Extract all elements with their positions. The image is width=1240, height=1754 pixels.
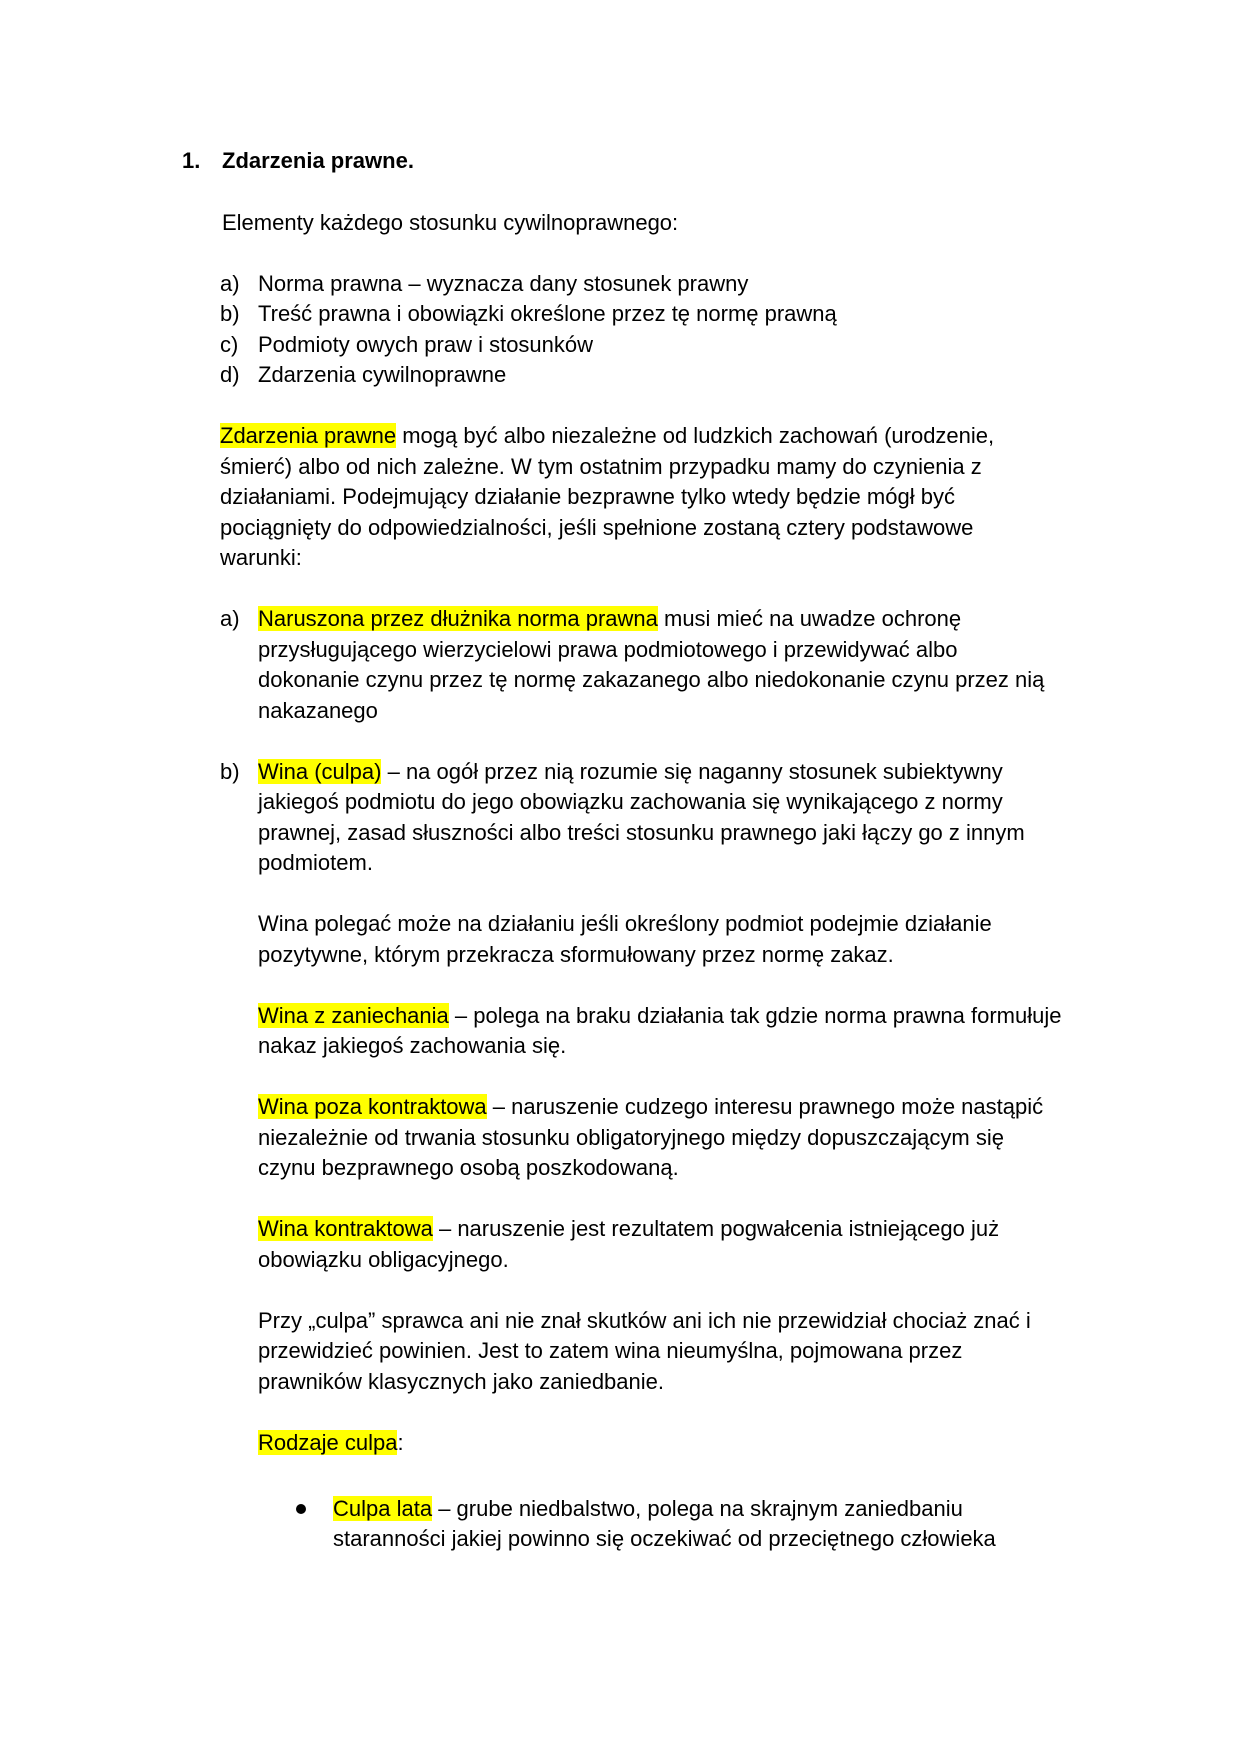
paragraph-line: śmierć) albo od nich zależne. W tym ostatnim przypadku mamy do czynienia z	[220, 454, 982, 479]
highlighted-term: Zdarzenia prawne	[220, 423, 397, 448]
paragraph-line: nakaz jakiegoś zachowania się.	[258, 1033, 567, 1058]
paragraph-line: Naruszona przez dłużnika norma prawna musi mieć na uwadze ochronę	[258, 606, 962, 631]
list-item: Norma prawna – wyznacza dany stosunek prawny	[258, 271, 749, 296]
highlighted-term: Naruszona przez dłużnika norma prawna	[258, 606, 658, 631]
paragraph-line: Wina (culpa) – na ogół przez nią rozumie się naganny stosunek subiektywny	[258, 759, 1003, 784]
list-marker: d)	[220, 362, 240, 387]
paragraph-line: nakazanego	[258, 698, 378, 723]
list-marker: b)	[220, 759, 240, 784]
heading-number: 1.	[182, 148, 201, 173]
paragraph-line: prawnej, zasad słuszności albo treści stosunku prawnego jaki łączy go z innym	[258, 820, 1025, 845]
paragraph-line: Wina z zaniechania – polega na braku działania tak gdzie norma prawna formułuje	[258, 1003, 1062, 1028]
bullet-icon	[296, 1504, 306, 1514]
list-marker: a)	[220, 271, 240, 296]
paragraph-line: Wina kontraktowa – naruszenie jest rezultatem pogwałcenia istniejącego już	[258, 1216, 1000, 1241]
paragraph-line: Wina poza kontraktowa – naruszenie cudzego interesu prawnego może nastąpić	[258, 1094, 1044, 1119]
list-marker: a)	[220, 606, 240, 631]
intro-text: Elementy każdego stosunku cywilnoprawnego:	[222, 210, 679, 235]
paragraph-line: Rodzaje culpa:	[258, 1430, 404, 1455]
list-marker: b)	[220, 301, 240, 326]
paragraph-line: dokonanie czynu przez tę normę zakazanego albo niedokonanie czynu przez nią	[258, 667, 1045, 692]
list-item: Podmioty owych praw i stosunków	[258, 332, 594, 357]
highlighted-term: Wina (culpa)	[258, 759, 382, 784]
paragraph-line: Zdarzenia prawne mogą być albo niezależne od ludzkich zachowań (urodzenie,	[220, 423, 995, 448]
paragraph-line: niezależnie od trwania stosunku obligatoryjnego między dopuszczającym się	[258, 1125, 1004, 1150]
paragraph-line: Culpa lata – grube niedbalstwo, polega na skrajnym zaniedbaniu	[333, 1496, 963, 1521]
page-title: Zdarzenia prawne.	[222, 148, 414, 173]
highlighted-term: Wina kontraktowa	[258, 1216, 433, 1241]
paragraph-line: podmiotem.	[258, 850, 373, 875]
paragraph-line: czynu bezprawnego osobą poszkodowaną.	[258, 1155, 679, 1180]
paragraph-line: staranności jakiej powinno się oczekiwać od przeciętnego człowieka	[333, 1526, 996, 1551]
paragraph-line: obowiązku obligacyjnego.	[258, 1247, 509, 1272]
paragraph-line: warunki:	[220, 545, 302, 570]
list-item: Zdarzenia cywilnoprawne	[258, 362, 507, 387]
paragraph-line: Wina polegać może na działaniu jeśli określony podmiot podejmie działanie	[258, 911, 992, 936]
list-item: Treść prawna i obowiązki określone przez tę normę prawną	[258, 301, 837, 326]
paragraph-line: jakiegoś podmiotu do jego obowiązku zachowania się wynikającego z normy	[258, 789, 1003, 814]
highlighted-term: Wina poza kontraktowa	[258, 1094, 487, 1119]
list-marker: c)	[220, 332, 239, 357]
paragraph-line: przysługującego wierzycielowi prawa podmiotowego i przewidywać albo	[258, 637, 958, 662]
highlighted-term: Culpa lata	[333, 1496, 433, 1521]
paragraph-line: pociągnięty do odpowiedzialności, jeśli spełnione zostaną cztery podstawowe	[220, 515, 974, 540]
paragraph-line: przewidzieć powinien. Jest to zatem wina nieumyślna, pojmowana przez	[258, 1338, 963, 1363]
paragraph-line: prawników klasycznych jako zaniedbanie.	[258, 1369, 664, 1394]
paragraph-line: pozytywne, którym przekracza sformułowany przez normę zakaz.	[258, 942, 894, 967]
paragraph-line: działaniami. Podejmujący działanie bezprawne tylko wtedy będzie mógł być	[220, 484, 955, 509]
highlighted-term: Wina z zaniechania	[258, 1003, 449, 1028]
paragraph-line: Przy „culpa” sprawca ani nie znał skutków ani ich nie przewidział chociaż znać i	[258, 1308, 1031, 1333]
highlighted-term: Rodzaje culpa	[258, 1430, 398, 1455]
